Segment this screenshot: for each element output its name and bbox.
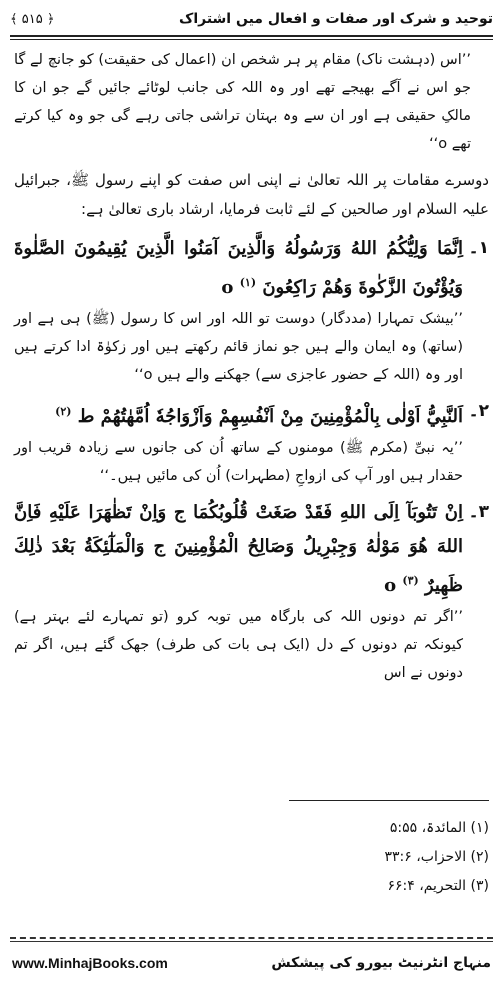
page-footer xyxy=(12,950,491,976)
footnote-3: (۳) التحریم، ۶۶:۴ xyxy=(387,878,489,894)
page-body xyxy=(14,46,489,693)
verse-item-3 xyxy=(14,496,489,687)
verse-number: ۲۔ xyxy=(468,401,489,421)
intro-paragraph: دوسرے مقامات پر اللہ تعالیٰ نے اپنی اس صفت کو اپنے رسول ﷺ، جبرائیل علیہ السلام اور صالحین کے لئے ثابت فرمایا، ارشاد باری تعالیٰ ہے: xyxy=(14,171,489,218)
intro-quote: ’’اس (دہشت ناک) مقام پر ہر شخص ان (اعمال کی حقیقت) کو جانچ لے گا جو اس نے آگے بھیجے تھے اور وہ اللہ کی جانب لوٹائے جائیں گے جو ان کا مالکِ حقیقی ہے اور ان سے وہ بہتان تراشی جاتی رہے گی جو وہ کیا کرتے تھے o‘‘ xyxy=(14,52,471,152)
verse-item-2 xyxy=(14,395,489,490)
verse-translation: ’’بیشک تمہارا (مددگار) دوست تو اللہ اور اس کا رسول (ﷺ) ہی ہے اور (ساتھ) وہ ایمان والے ہیں جو نماز قائم رکھتے ہیں اور زکوٰۃ ادا کرتے ہیں اور وہ (اللہ کے حضور عاجزی سے) جھکنے والے ہیں o‘‘ xyxy=(14,311,463,383)
arabic-verse-text: اِنْ تَتُوبَآ اِلَى اللهِ فَقَدْ صَغَتْ قُلُوبُكُمَا ج وَاِنْ تَظٰهَرَا عَلَيْهِ فَاِنَّ اللهَ هُوَ مَوْلٰهُ وَجِبْرِيلُ وَصَالِحُ الْمُؤْمِنِينَ ج وَالْمَلٰٓئِكَةُ بَعْدَ ذٰلِكَ ظَهِيرٌ o xyxy=(14,502,463,596)
verse-translation: ’’اگر تم دونوں اللہ کی بارگاہ میں توبہ کرو (تو تمہارے لئے بہتر ہے) کیونکہ تم دونوں کے دل (ایک ہی بات کی طرف) جھک گئے ہیں، اگر تم دونوں نے اس xyxy=(14,609,463,681)
footer-rule-dashed xyxy=(10,937,493,939)
publisher-credit: منہاج انٹرنیٹ بیورو کی پیشکش xyxy=(271,955,491,971)
footer-rule xyxy=(10,941,493,942)
footnote-divider xyxy=(289,800,489,801)
footnote-ref: (۳) xyxy=(402,574,419,587)
arabic-verse xyxy=(14,395,463,434)
arabic-verse-text: اَلنَّبِيُّ اَوْلٰى بِالْمُؤْمِنِينَ مِنْ اَنْفُسِهِمْ وَاَزْوَاجُهٗ اُمَّهٰتُهُمْ ط xyxy=(77,406,463,427)
arabic-verse-text: اِنَّمَا وَلِيُّكُمُ اللهُ وَرَسُولُهُ وَالَّذِينَ آمَنُوا الَّذِينَ يُقِيمُونَ الصَّلٰوةَ وَيُؤْتُونَ الزَّكٰوةَ وَهُمْ رَاكِعُونَ o xyxy=(14,238,463,298)
footnote-ref: (۱) xyxy=(239,276,257,289)
footnotes xyxy=(14,814,489,901)
running-title: توحید و شرک اور صفات و افعال میں اشتراک xyxy=(178,11,493,27)
verse-number: ۱۔ xyxy=(468,238,489,258)
website-link[interactable]: www.MinhajBooks.com xyxy=(12,955,168,971)
verse-translation: ’’یہ نبیِّ (مکرم ﷺ) مومنوں کے ساتھ اُن کی جانوں سے زیادہ قریب اور حقدار ہیں اور آپ کی ازواجِ (مطہرات) اُن کی مائیں ہیں۔‘‘ xyxy=(14,440,463,484)
page-header xyxy=(10,4,493,34)
footnote-ref: (۲) xyxy=(55,405,72,418)
header-rule-thin xyxy=(10,39,493,40)
verse-item-1 xyxy=(14,232,489,389)
header-rule xyxy=(10,35,493,37)
page-number: ﴿ ۵۱۵ ﴾ xyxy=(10,11,55,27)
arabic-verse xyxy=(14,232,463,305)
verse-number: ۳۔ xyxy=(468,502,489,522)
arabic-verse xyxy=(14,496,463,603)
footnote-2: (۲) الاحزاب، ۳۳:۶ xyxy=(384,849,489,865)
footnote-1: (۱) المائدۃ، ۵:۵۵ xyxy=(389,820,489,836)
